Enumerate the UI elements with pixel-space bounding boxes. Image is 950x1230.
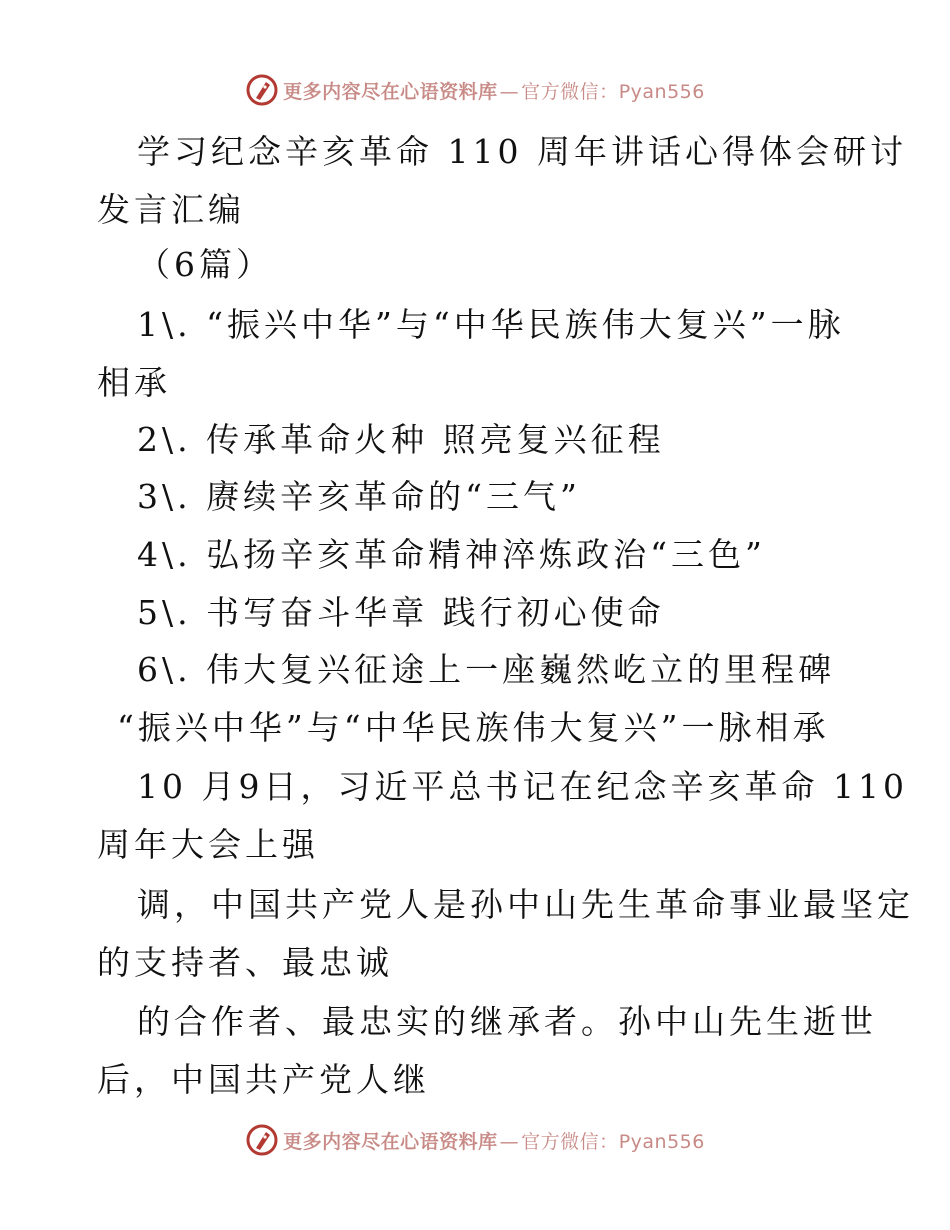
- watermark-separator: —: [499, 1130, 520, 1153]
- doc-title-line-2: 发言汇编: [97, 190, 245, 229]
- watermark-wechat-label: 官方微信：: [521, 1130, 619, 1153]
- toc-item-5: 5\. 书写奋斗华章 践行初心使命: [137, 593, 665, 632]
- header-watermark: [0, 70, 950, 110]
- toc-item-1: 1\. “振兴中华”与“中华民族伟大复兴”一脉: [137, 305, 845, 344]
- toc-item-2: 2\. 传承革命火种 照亮复兴征程: [137, 420, 665, 459]
- watermark-wechat-id: Pyan556: [618, 80, 705, 103]
- paragraph-line-4: 的支持者、最忠诚: [97, 943, 393, 982]
- paragraph-line-3: 调，中国共产党人是孙中山先生革命事业最坚定: [137, 885, 914, 924]
- footer-watermark: [0, 1120, 950, 1160]
- paragraph-line-6: 后，中国共产党人继: [97, 1060, 430, 1099]
- pen-nib-circle-logo-icon: [245, 1123, 279, 1157]
- watermark-separator: —: [499, 80, 520, 103]
- paragraph-line-1: 10 月9日，习近平总书记在纪念辛亥革命 110: [137, 767, 908, 806]
- doc-title-line-1: 学习纪念辛亥革命 110 周年讲话心得体会研讨: [137, 132, 907, 171]
- pen-nib-circle-logo-icon: [245, 73, 279, 107]
- watermark-wechat-id: Pyan556: [618, 1130, 705, 1153]
- section-heading: “振兴中华”与“中华民族伟大复兴”一脉相承: [117, 708, 830, 747]
- toc-item-6: 6\. 伟大复兴征途上一座巍然屹立的里程碑: [137, 650, 836, 689]
- toc-item-3: 3\. 赓续辛亥革命的“三气”: [137, 477, 581, 516]
- doc-count-line: （6篇）: [137, 245, 273, 284]
- paragraph-line-2: 周年大会上强: [97, 825, 319, 864]
- toc-item-1-continued: 相承: [97, 363, 171, 402]
- watermark-main-text: 更多内容尽在心语资料库: [283, 80, 498, 103]
- watermark-wechat-label: 官方微信：: [521, 80, 619, 103]
- watermark-text: [283, 1127, 705, 1154]
- watermark-text: [283, 77, 705, 104]
- toc-item-4: 4\. 弘扬辛亥革命精神淬炼政治“三色”: [137, 535, 766, 574]
- watermark-main-text: 更多内容尽在心语资料库: [283, 1130, 498, 1153]
- paragraph-line-5: 的合作者、最忠实的继承者。孙中山先生逝世: [137, 1002, 877, 1041]
